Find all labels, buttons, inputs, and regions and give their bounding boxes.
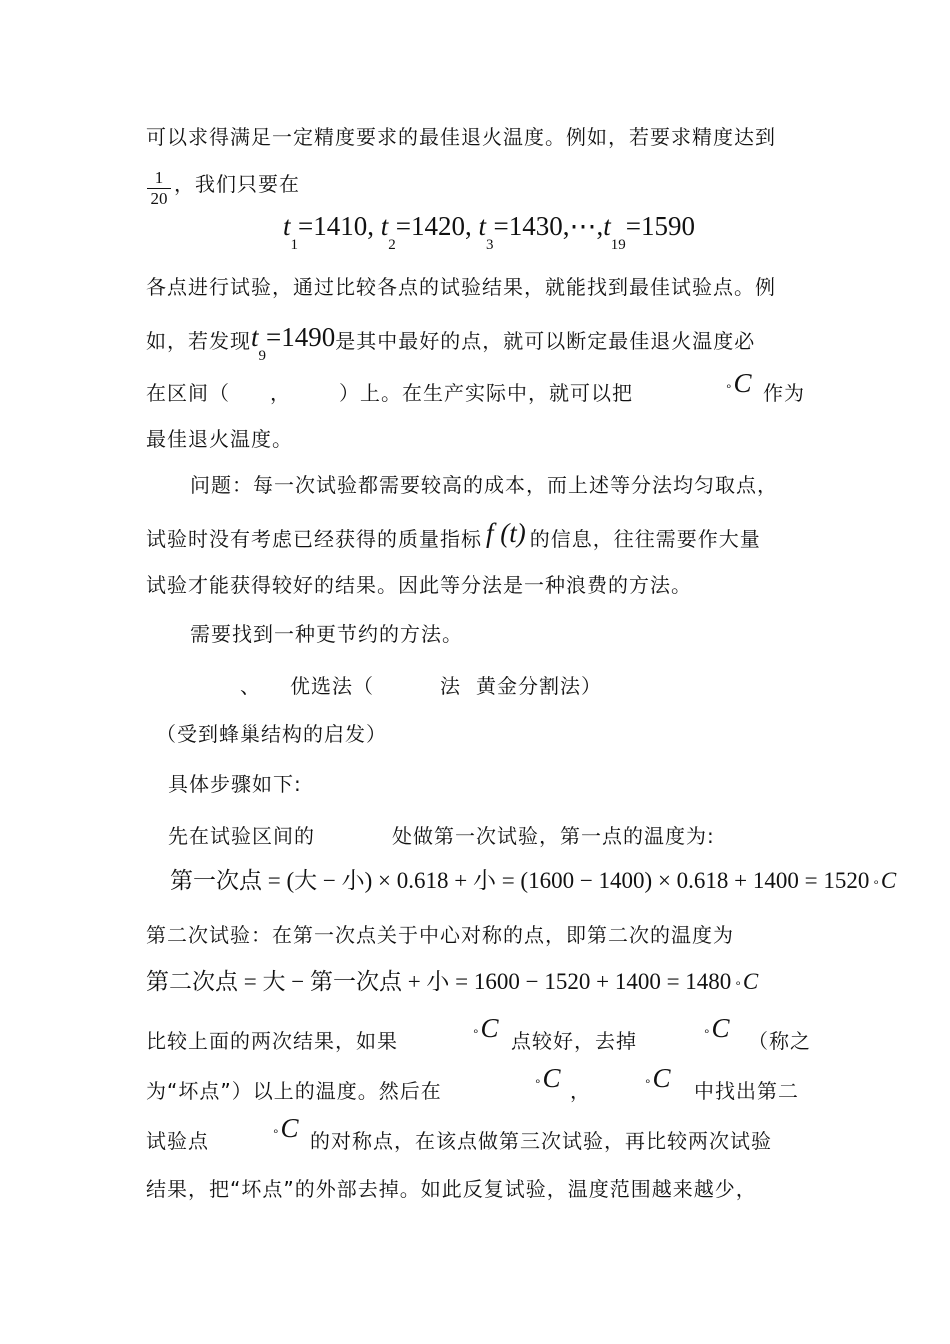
text-line: （受到蜂巢结构的启发）: [156, 722, 387, 746]
text-line: （称之: [748, 1029, 811, 1053]
text-line: 最佳退火温度。: [146, 427, 293, 451]
text-line: ，我们只要在: [174, 172, 300, 196]
equation-second-point: 第二次点 = 大 − 第一次点 + 小 = 1600 − 1520 + 1400 = 1480 ∘C: [146, 969, 759, 994]
fraction-denominator: 20: [150, 189, 168, 208]
unit-celsius: ∘C: [272, 1113, 299, 1143]
section-heading: 优选法（: [290, 674, 374, 698]
text-line: 作为: [763, 381, 805, 405]
text-line: 需要找到一种更节约的方法。: [190, 622, 463, 646]
text-line: 如，若发现$t_9=1490$是其中最好的点，就可以断定最佳退火温度必: [146, 322, 756, 364]
text-line: 在区间（ ， ）上。在生产实际中，就可以把: [146, 381, 633, 405]
text-line: 各点进行试验，通过比较各点的试验结果，就能找到最佳试验点。例: [146, 275, 776, 299]
equation-sample-points: $t_1=1410$, $t_2=1420$, $t_3=1430,\cdots,t_{19}=1590$: [283, 211, 695, 253]
text-line: 结果，把“坏点”的外部去掉。如此反复试验，温度范围越来越少，: [146, 1177, 757, 1201]
quality-function: f (t): [486, 518, 526, 548]
unit-celsius: ∘C: [472, 1013, 499, 1043]
equation-first-point: 第一次点 = (大 − 小) × 0.618 + 小 = (1600 − 1400) × 0.618 + 1400 = 1520 ∘C: [170, 868, 897, 893]
text-line: 试验时没有考虑已经获得的质量指标 f (t) 的信息，往往需要作大量: [146, 518, 761, 551]
text-line: 试验点: [146, 1129, 209, 1153]
text-line: 中找出第二: [694, 1079, 799, 1103]
text-line: 比较上面的两次结果，如果: [146, 1029, 398, 1053]
text-line: 试验才能获得较好的结果。因此等分法是一种浪费的方法。: [146, 573, 692, 597]
text-line: 点较好，去掉: [511, 1029, 637, 1053]
section-heading: 黄金分割法）: [476, 674, 602, 698]
unit-celsius: ∘C: [703, 1013, 730, 1043]
text-line: 第二次试验：在第一次点关于中心对称的点，即第二次的温度为: [146, 923, 734, 947]
text-line: 先在试验区间的: [168, 824, 315, 848]
text-line: 为“坏点”）以上的温度。然后在: [146, 1079, 442, 1103]
text-line: 可以求得满足一定精度要求的最佳退火温度。例如，若要求精度达到: [146, 125, 776, 149]
text-line: 处做第一次试验，第一点的温度为:: [392, 824, 715, 848]
section-heading-separator: 、: [240, 674, 261, 698]
text-line: ，: [570, 1079, 591, 1103]
text-line: 具体步骤如下:: [168, 772, 302, 796]
fraction-numerator: 1: [154, 168, 164, 187]
fraction: [146, 168, 172, 209]
text-line: 的对称点，在该点做第三次试验，再比较两次试验: [310, 1129, 772, 1153]
text-line: 问题：每一次试验都需要较高的成本，而上述等分法均匀取点，: [190, 473, 778, 497]
unit-celsius: ∘C: [644, 1063, 671, 1093]
unit-celsius: ∘C: [534, 1063, 561, 1093]
unit-celsius: ∘C: [725, 368, 752, 398]
section-heading: 法: [440, 674, 461, 698]
